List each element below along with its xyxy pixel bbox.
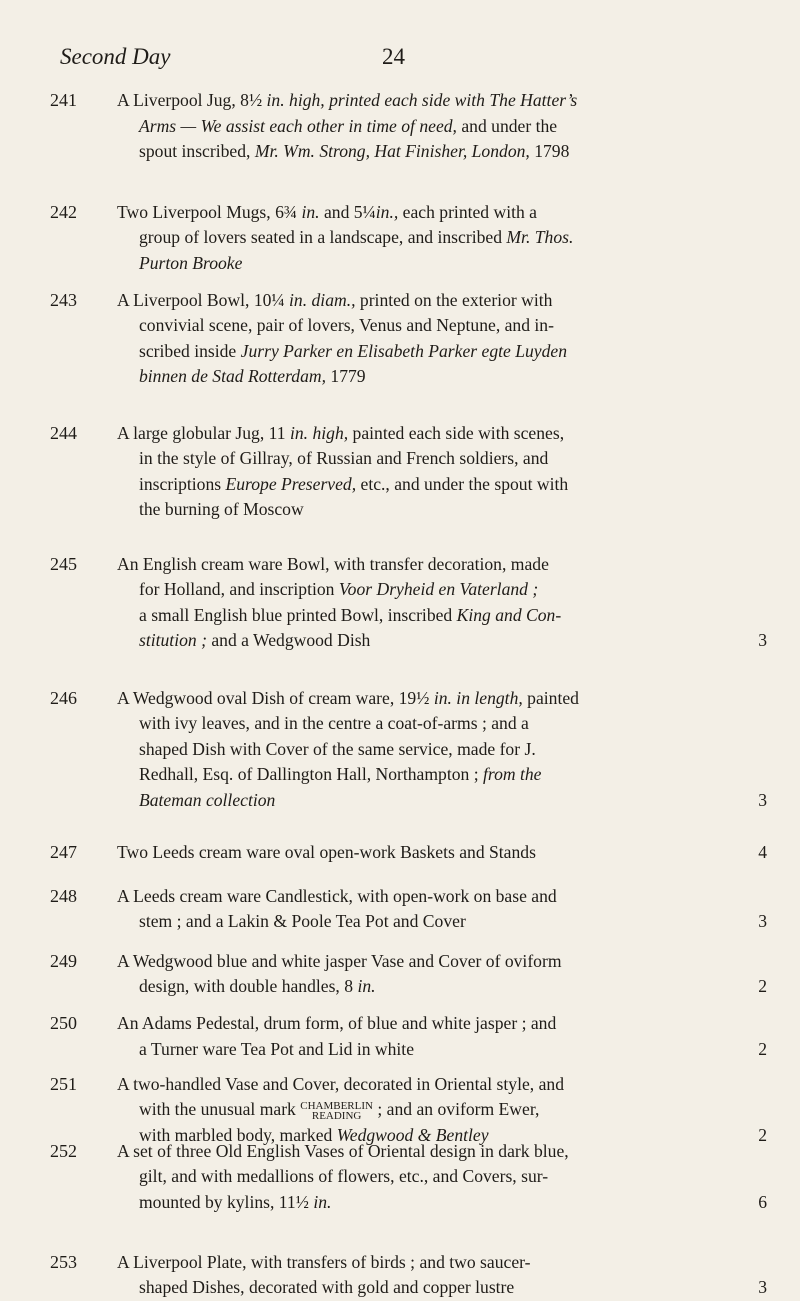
text-run: in., — [375, 201, 399, 222]
description-line — [117, 139, 767, 165]
lot-entry — [50, 949, 770, 1000]
lot-number: 242 — [50, 201, 77, 222]
text-run: scribed inside — [139, 340, 241, 361]
description-line — [117, 949, 767, 975]
description-line — [117, 225, 767, 251]
page-header — [60, 44, 760, 76]
description-line — [117, 552, 767, 578]
lot-number: 248 — [50, 885, 77, 906]
lot-number: 249 — [50, 950, 77, 971]
lot-description — [117, 552, 767, 654]
text-run: Two Leeds cream ware oval open-work Baskets and Stands — [117, 842, 536, 863]
text-run: A two-handled Vase and Cover, decorated in Oriental style, and — [117, 1073, 564, 1094]
running-head: Second Day — [60, 44, 171, 69]
text-run: in. — [357, 976, 376, 997]
description-line — [117, 577, 767, 603]
text-run: in. — [313, 1191, 332, 1212]
description-line — [117, 1072, 767, 1098]
lot-quantity: 2 — [758, 1038, 767, 1059]
description-line — [117, 762, 767, 788]
description-line — [117, 974, 767, 1000]
lot-description — [117, 421, 767, 523]
text-run: Purton Brooke — [139, 252, 243, 273]
text-run: King and Con- — [456, 604, 562, 625]
text-run: Voor Dryheid en Vaterland ; — [338, 579, 539, 600]
text-run: in. high, printed each side with The Hatter’s — [266, 90, 578, 110]
text-run: design, with double handles, 8 — [139, 976, 358, 997]
lot-number: 252 — [50, 1140, 77, 1161]
description-line — [117, 909, 767, 935]
lot-entry — [50, 686, 770, 814]
description-line — [117, 884, 767, 910]
lot-description — [117, 949, 767, 1000]
text-run: in the style of Gillray, of Russian and French soldiers, and — [139, 448, 549, 469]
text-run: printed on the exterior with — [355, 289, 553, 310]
text-run: with marbled body, marked — [139, 1124, 337, 1145]
lot-description — [117, 1250, 767, 1301]
lot-number: 245 — [50, 553, 77, 574]
text-run: from the — [483, 764, 542, 785]
description-line — [117, 628, 767, 654]
text-run: Jurry Parker en Elisabeth Parker egte Luyden — [240, 340, 568, 361]
description-line — [117, 1164, 767, 1190]
lot-description — [117, 1072, 767, 1149]
text-run: in. in length, — [433, 687, 523, 708]
description-line — [117, 288, 767, 314]
description-line — [117, 421, 767, 447]
lot-entry — [50, 1139, 770, 1216]
description-line — [117, 1097, 767, 1123]
text-run: and a Wedgwood Dish — [206, 630, 371, 651]
lot-number: 247 — [50, 842, 77, 863]
lot-quantity: 3 — [758, 911, 767, 932]
description-line — [117, 251, 767, 277]
lot-description — [117, 200, 767, 277]
text-run: in. — [301, 201, 320, 222]
text-run: painted each side with scenes, — [348, 422, 565, 443]
text-run: An English cream ware Bowl, with transfer decoration, made — [117, 553, 549, 574]
text-run: A Wedgwood oval Dish of cream ware, 19½ — [117, 687, 434, 708]
lot-entry — [50, 884, 770, 935]
text-run: mounted by kylins, 11½ — [139, 1191, 314, 1212]
description-line — [117, 788, 767, 814]
lot-quantity: 3 — [758, 1277, 767, 1298]
text-run: stem ; and a Lakin & Poole Tea Pot and Cover — [139, 911, 466, 932]
lot-description — [117, 884, 767, 935]
description-line — [117, 313, 767, 339]
lot-entry — [50, 88, 770, 165]
text-run: A Liverpool Jug, 8½ — [117, 90, 267, 110]
text-run: A Leeds cream ware Candlestick, with open-work on base and — [117, 885, 557, 906]
lot-number: 246 — [50, 687, 77, 708]
text-run: gilt, and with medallions of flowers, etc., and Covers, sur- — [139, 1166, 549, 1187]
lot-entry — [50, 421, 770, 523]
maker-mark: CHAMBERLIN READING — [300, 1100, 373, 1123]
text-run: and 5¼ — [319, 201, 376, 222]
text-run: Bateman collection — [139, 789, 276, 810]
lot-description — [117, 288, 767, 390]
description-line — [117, 1011, 767, 1037]
text-run: 1798 — [529, 141, 570, 161]
text-run: ; and an oviform Ewer, — [372, 1099, 540, 1120]
text-run: stitution ; — [139, 630, 207, 651]
text-run: each printed with a — [398, 201, 537, 222]
lot-entry — [50, 1250, 770, 1301]
text-run: painted — [522, 687, 579, 708]
description-line — [117, 603, 767, 629]
description-line — [117, 1250, 767, 1276]
lot-quantity: 6 — [758, 1191, 767, 1212]
description-line — [117, 711, 767, 737]
lot-entry — [50, 288, 770, 390]
description-line — [117, 114, 767, 140]
description-line — [117, 446, 767, 472]
text-run: in. diam., — [289, 289, 356, 310]
text-run: Redhall, Esq. of Dallington Hall, Northampton ; — [139, 764, 484, 785]
lot-number: 244 — [50, 422, 77, 443]
text-run: Mr. Thos. — [506, 227, 574, 248]
lot-description — [117, 1139, 767, 1216]
text-run: Mr. Wm. Strong, Hat Finisher, London, — [254, 141, 530, 161]
text-run: A Liverpool Plate, with transfers of birds ; and two saucer- — [117, 1251, 531, 1272]
lot-quantity: 3 — [758, 630, 767, 651]
lot-entry — [50, 1011, 770, 1062]
lot-description — [117, 840, 767, 866]
text-run: binnen de Stad Rotterdam, — [139, 366, 326, 387]
text-run: group of lovers seated in a landscape, and inscribed — [139, 227, 507, 248]
lot-quantity: 4 — [758, 842, 767, 863]
lot-description — [117, 88, 767, 165]
lot-entry — [50, 840, 770, 866]
lot-description — [117, 1011, 767, 1062]
text-run: a small English blue printed Bowl, inscribed — [139, 604, 457, 625]
lot-entry — [50, 552, 770, 654]
text-run: A large globular Jug, 11 — [117, 422, 290, 443]
description-line — [117, 1037, 767, 1063]
lot-quantity: 2 — [758, 976, 767, 997]
text-run: a Turner ware Tea Pot and Lid in white — [139, 1038, 415, 1059]
text-run: Two Liverpool Mugs, 6¾ — [117, 201, 302, 222]
description-line — [117, 1190, 767, 1216]
lot-entry — [50, 200, 770, 277]
description-line — [117, 840, 767, 866]
description-line — [117, 472, 767, 498]
text-run: shaped Dish with Cover of the same service, made for J. — [139, 738, 536, 759]
lot-description — [117, 686, 767, 814]
text-run: convivial scene, pair of lovers, Venus and Neptune, and in- — [139, 315, 554, 336]
description-line — [117, 1139, 767, 1165]
text-run: A set of three Old English Vases of Oriental design in dark blue, — [117, 1140, 569, 1161]
lot-number: 250 — [50, 1013, 77, 1034]
description-line — [117, 1275, 767, 1301]
text-run: Europe Preserved, — [225, 473, 357, 494]
description-line — [117, 497, 767, 523]
text-run: Wedgwood & Bentley — [336, 1124, 489, 1145]
lot-number: 241 — [50, 90, 77, 110]
text-run: shaped Dishes, decorated with gold and copper lustre — [139, 1277, 515, 1298]
text-run: and under the — [456, 115, 558, 136]
description-line — [117, 200, 767, 226]
lot-number: 243 — [50, 289, 77, 310]
description-line — [117, 364, 767, 390]
lot-number: 251 — [50, 1073, 77, 1094]
text-run: Arms — We assist each other in time of need, — [139, 115, 457, 136]
page-number: 24 — [382, 44, 405, 69]
text-run: A Liverpool Bowl, 10¼ — [117, 289, 290, 310]
lot-quantity: 2 — [758, 1124, 767, 1145]
text-run: in. high, — [289, 422, 349, 443]
text-run: A Wedgwood blue and white jasper Vase and Cover of oviform — [117, 950, 562, 971]
text-run: the burning of Moscow — [139, 499, 304, 520]
text-run: with the unusual mark — [139, 1099, 301, 1120]
description-line — [117, 737, 767, 763]
text-run: spout inscribed, — [139, 141, 255, 161]
description-line — [117, 339, 767, 365]
lot-number: 253 — [50, 1251, 77, 1272]
text-run: An Adams Pedestal, drum form, of blue and white jasper ; and — [117, 1013, 557, 1034]
lot-entry — [50, 1072, 770, 1149]
text-run: inscriptions — [139, 473, 226, 494]
lot-quantity: 3 — [758, 789, 767, 810]
text-run: 1779 — [326, 366, 366, 387]
text-run: with ivy leaves, and in the centre a coat-of-arms ; and a — [139, 713, 529, 734]
text-run: etc., and under the spout with — [356, 473, 569, 494]
description-line — [117, 686, 767, 712]
description-line — [117, 88, 767, 114]
text-run: for Holland, and inscription — [139, 579, 339, 600]
